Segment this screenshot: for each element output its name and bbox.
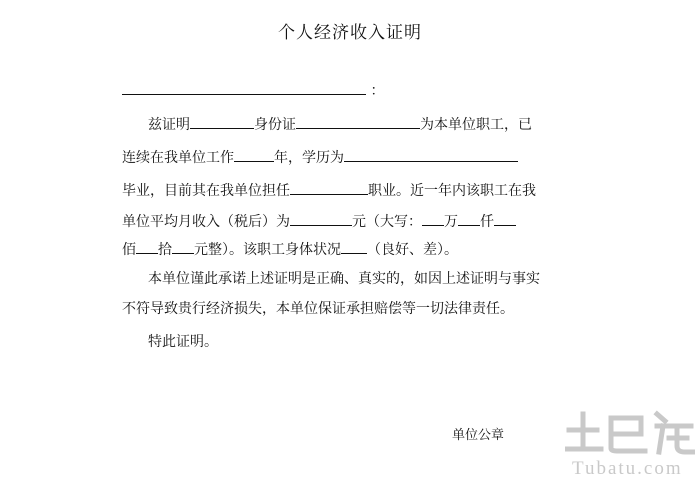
- text-qian: 仟: [480, 214, 494, 230]
- body-line-6: [148, 268, 540, 290]
- tubatu-watermark-logo: [565, 408, 695, 456]
- addressee-line: [122, 78, 384, 100]
- body-line-1: [148, 112, 532, 134]
- text-worked: 连续在我单位工作: [122, 150, 234, 166]
- text-liability: 不符导致贵行经济损失，本单位保证承担赔偿等一切法律责任。: [122, 301, 514, 317]
- income-blank: [290, 209, 352, 226]
- text-health: 元整）。该职工身体状况: [194, 242, 341, 258]
- body-line-4: [122, 209, 516, 231]
- id-number-blank: [296, 112, 420, 129]
- text-education: 年，学历为: [274, 150, 344, 166]
- body-line-3: [122, 178, 536, 200]
- body-line-8: [148, 331, 218, 353]
- addressee-blank: [122, 78, 366, 95]
- text-health-options: （良好、差）。: [367, 242, 458, 258]
- text-certify: 兹证明: [148, 117, 190, 133]
- text-commitment: 本单位谨此承诺上述证明是正确、真实的，如因上述证明与事实: [148, 271, 540, 287]
- body-line-5: [122, 237, 458, 259]
- name-blank: [190, 112, 254, 129]
- watermark-domain: Tubatu.com: [572, 458, 683, 479]
- text-id-card: 身份证: [254, 117, 296, 133]
- text-graduate: 毕业，目前其在我单位担任: [122, 183, 290, 199]
- wan-blank: [422, 209, 444, 226]
- shi-blank: [136, 237, 158, 254]
- body-line-2: [122, 145, 518, 167]
- text-shi: 拾: [158, 242, 172, 258]
- company-seal-label: 单位公章: [452, 428, 505, 443]
- document-title: 个人经济收入证明: [278, 23, 422, 43]
- addressee-colon: ：: [370, 83, 385, 99]
- text-employee: 为本单位职工，已: [420, 117, 532, 133]
- text-occupation: 职业。近一年内该职工在我: [368, 183, 536, 199]
- yuan-blank: [172, 237, 194, 254]
- text-monthly-income: 单位平均月收入（税后）为: [122, 214, 290, 230]
- health-blank: [341, 237, 367, 254]
- body-line-7: [122, 298, 514, 320]
- text-yuan-capital: 元（大写：: [352, 214, 422, 230]
- years-blank: [234, 145, 274, 162]
- text-wan: 万: [444, 214, 458, 230]
- education-blank: [344, 145, 518, 162]
- qian-blank: [458, 209, 480, 226]
- text-bai: 佰: [122, 242, 136, 258]
- text-hereby-certify: 特此证明。: [148, 334, 218, 350]
- bai-blank: [494, 209, 516, 226]
- position-blank: [290, 178, 368, 195]
